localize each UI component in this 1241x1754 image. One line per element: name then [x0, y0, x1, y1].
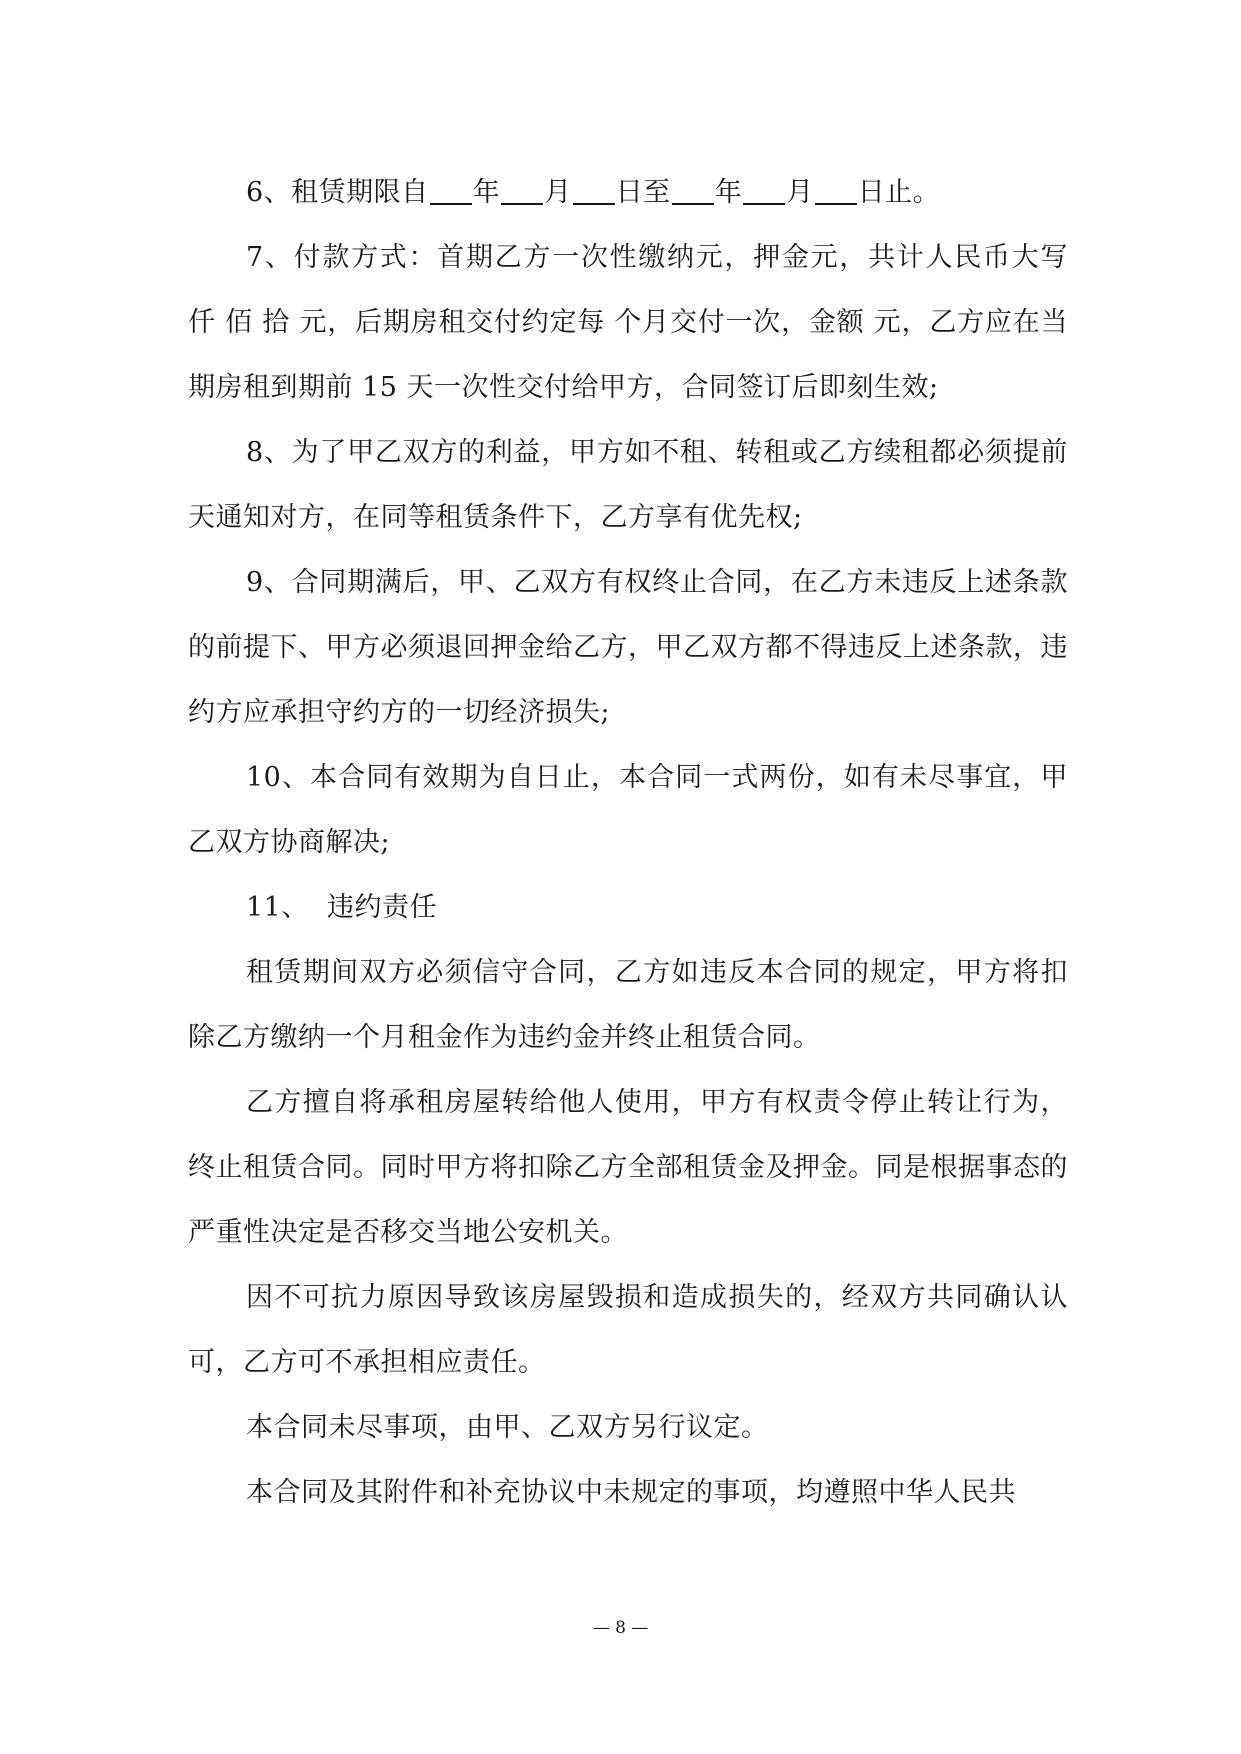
breach-paragraph-4: 本合同未尽事项，由甲、乙双方另行议定。	[246, 1412, 769, 1443]
clause-6-prefix: 6、租赁期限自	[246, 177, 429, 208]
clause-6-day-end: 日止。	[857, 177, 941, 208]
clause-6-year: 年	[472, 177, 501, 208]
clause-9: 9、合同期满后，甲、乙双方有权终止合同，在乙方未违反上述条款的前提下、甲方必须退回押金给乙方，甲乙双方都不得违反上述条款，违约方应承担守约方的一切经济损失;	[188, 567, 1068, 728]
breach-paragraph-2: 乙方擅自将承租房屋转给他人使用，甲方有权责令停止转让行为，终止租赁合同。同时甲方将扣除乙方全部租赁金及押金。同是根据事态的严重性决定是否移交当地公安机关。	[188, 1087, 1068, 1248]
clause-6-month-end: 月	[786, 177, 814, 208]
blank-field	[743, 176, 785, 205]
breach-paragraph-3: 因不可抗力原因导致该房屋毁损和造成损失的，经双方共同确认认可，乙方可不承担相应责任。	[188, 1282, 1068, 1378]
blank-field	[501, 176, 543, 205]
clause-6-month: 月	[544, 177, 572, 208]
clause-10: 10、本合同有效期为自日止，本合同一式两份，如有未尽事宜，甲乙双方协商解决;	[188, 762, 1068, 858]
document-body	[188, 160, 1068, 1525]
clause-6-day-to: 日至	[615, 177, 671, 208]
clause-6-year-end: 年	[714, 177, 743, 208]
clause-6	[188, 160, 1068, 225]
breach-paragraph-1: 租赁期间双方必须信守合同，乙方如违反本合同的规定，甲方将扣除乙方缴纳一个月租金作为违约金并终止租赁合同。	[188, 957, 1068, 1053]
blank-field	[430, 176, 472, 205]
page-number: — 8 —	[592, 1618, 649, 1638]
clause-11-heading: 11、 违约责任	[246, 892, 438, 923]
clause-7: 7、付款方式：首期乙方一次性缴纳元，押金元，共计人民币大写 仟 佰 拾 元，后期房租交付约定每 个月交付一次，金额 元，乙方应在当期房租到期前 15 天一次性交付给甲方，合同签订后即刻生效;	[188, 242, 1068, 403]
breach-paragraph-5: 本合同及其附件和补充协议中未规定的事项，均遵照中华人民共	[246, 1477, 1016, 1508]
blank-field	[573, 176, 615, 205]
clause-8: 8、为了甲乙双方的利益，甲方如不租、转租或乙方续租都必须提前天通知对方，在同等租赁条件下，乙方享有优先权;	[188, 437, 1068, 533]
blank-field	[672, 176, 714, 205]
blank-field	[815, 176, 857, 205]
